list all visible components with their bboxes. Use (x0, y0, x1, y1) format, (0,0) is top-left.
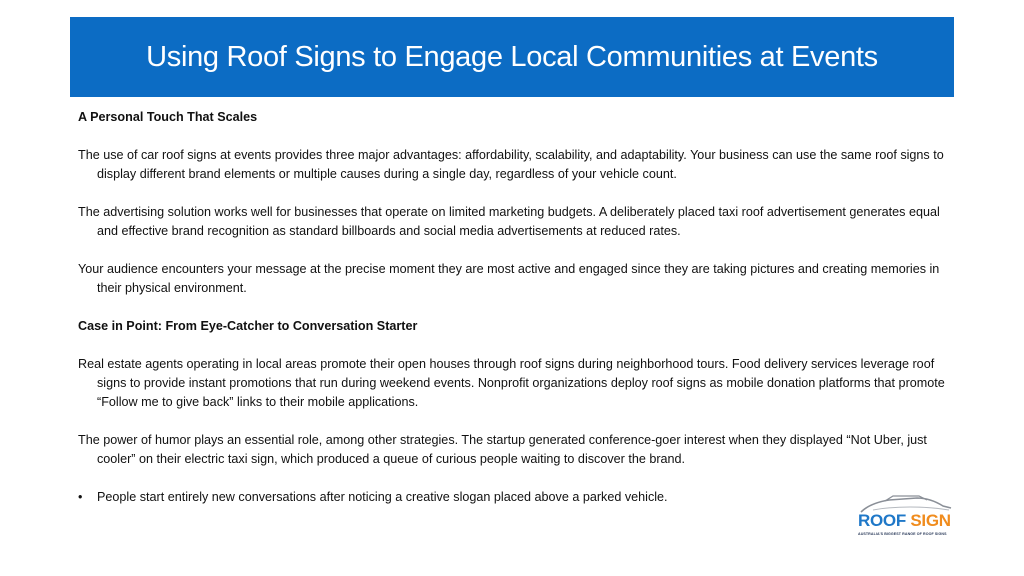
roof-sign-logo (855, 494, 955, 544)
paragraph-advantages: The use of car roof signs at events provides three major advantages: affordability, scalability, and adaptability. Your business can use the same roof signs to display different brand elements or multiple causes during a single day, regardless of your vehicle count. (78, 148, 944, 181)
logo-wordmark (858, 512, 954, 530)
logo-tagline: AUSTRALIA'S BIGGEST RANGE OF ROOF SIGNS (858, 532, 947, 536)
logo-word-roof: ROOF (858, 511, 906, 530)
paragraph-humor: The power of humor plays an essential role, among other strategies. The startup generated conference-goer interest when they displayed “Not Uber, just cooler” on their electric taxi sign, which produced a queue of curious people waiting to discover the brand. (78, 433, 927, 466)
section-heading-personal-touch: A Personal Touch That Scales (78, 110, 258, 124)
logo-word-sign: SIGN (910, 511, 951, 530)
paragraph-budgets: The advertising solution works well for businesses that operate on limited marketing budgets. A deliberately placed taxi roof advertisement generates equal and effective brand recognition as standard billboards and social media advertisements at reduced rates. (78, 205, 940, 238)
paragraph-audience: Your audience encounters your message at the precise moment they are most active and engaged since they are taking pictures and creating memories in their physical environment. (78, 262, 940, 295)
bullet-text: People start entirely new conversations after noticing a creative slogan placed above a parked vehicle. (97, 490, 668, 504)
paragraph-examples: Real estate agents operating in local areas promote their open houses through roof signs during neighborhood tours. Food delivery services leverage roof signs to provide instant promotions that run during weekend events. Nonprofit organizations deploy roof signs as mobile donation platforms that promote “Follow me to give back” links to their mobile applications. (78, 357, 945, 409)
slide-title: Using Roof Signs to Engage Local Communities at Events (146, 40, 878, 73)
bullet-dot: • (78, 490, 83, 504)
section-heading-case-in-point: Case in Point: From Eye-Catcher to Conversation Starter (78, 319, 418, 333)
title-banner (70, 17, 954, 97)
bullet-item (78, 488, 948, 507)
slide-body (78, 108, 948, 507)
